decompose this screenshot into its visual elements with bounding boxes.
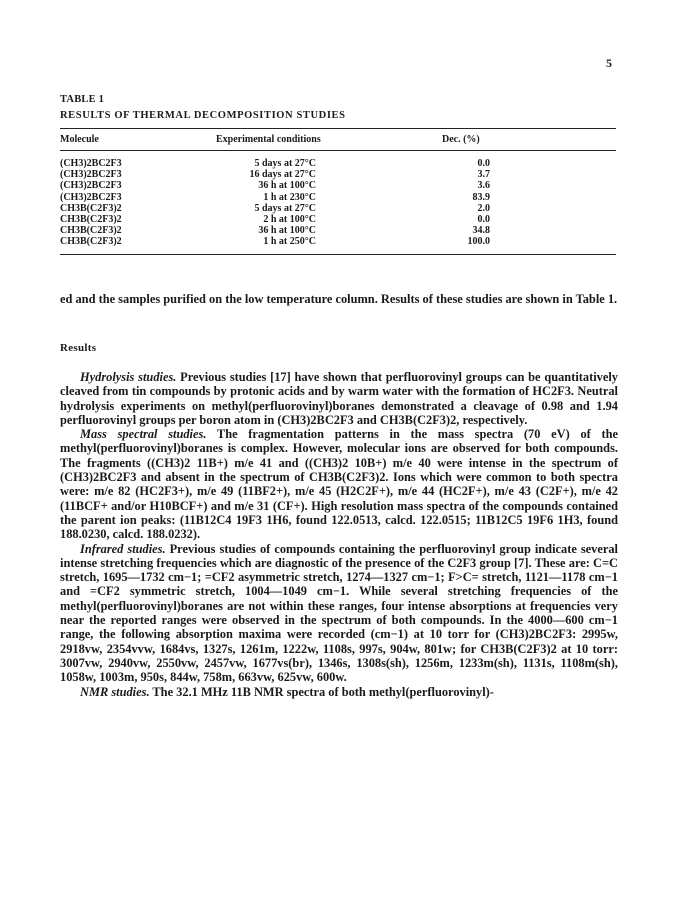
table-cell-conditions: 36 h at 100°C: [258, 180, 316, 192]
paragraph-text: Previous studies of compounds containing the perfluorovinyl group indicate several intense stretching frequencies which are diagnostic of the presence of the C2F3 group [7]. These are: C=C stretch, 1695—1732 cm−1; =CF2 asymmetric stretch, 1274—1327 cm−1; F>C= stretch, 1121—1178 cm−1 and =CF2 symmetric stretch, 1004—1049 cm−1. While several stretching frequencies of the methyl(perfluorovinyl)boranes are not within these ranges, four intense absorptions at frequencies very near the reported ranges were observed in the spectrum of both compounds. In the 4000—600 cm−1 range, the following absorption maxima were recorded (cm−1) at 10 torr for (CH3)2BC2F3: 2995w, 2918vw, 2354vvw, 1684vs, 1327s, 1261m, 1222w, 1108s, 997s, 904w, 801w; for CH3B(C2F3)2 at 10 torr: 3007vw, 2940vw, 2550vw, 2457vw, 1677vs(br), 1346s, 1308s(sh), 1256m, 1233m(sh), 1131s, 1108m(sh), 1058w, 1003m, 950s, 844w, 758m, 663vw, 625vw, 600w.: [60, 541, 618, 685]
table-row: [60, 192, 616, 203]
paragraph-nmr: [60, 685, 618, 699]
table-cell-dec: 34.8: [472, 225, 490, 237]
table-cell-molecule: CH3B(C2F3)2: [60, 213, 122, 225]
table-row: [60, 169, 616, 180]
page-number: 5: [606, 56, 612, 70]
paragraph-text: The fragmentation patterns in the mass spectra (70 eV) of the methyl(perfluorovinyl)boranes is complex. However, molecular ions are observed for both compounds. The fragments ((CH3)2 11B+) m/e 41 and ((CH3)2 10B+) m/e 40 were intense in the spectrum of (CH3)2BC2F3 and absent in the spectrum of CH3B(C2F3)2. Ions which were common to both spectra were: m/e 82 (HC2F3+), m/e 49 (11BF2+), m/e 45 (H2C2F+), m/e 44 (HC2F+), m/e 43 (C2F+), m/e 42 (11BCF+ and/or H10BCF+) and m/e 31 (CF+). High resolution mass spectra of the compounds contained the parent ion peaks: (11B12C4 19F3 1H6, found 122.0513, calcd. 122.0515; 11B12C5 19F6 1H3, found 188.0230, calcd. 188.0232).: [60, 427, 618, 542]
table-cell-dec: 3.6: [477, 180, 490, 192]
table-bottom-rule: [60, 254, 616, 255]
table-cell-conditions: 1 h at 230°C: [263, 191, 316, 203]
intro-text: ed and the samples purified on the low temperature column. Results of these studies are shown in Table 1.: [60, 292, 618, 306]
paragraph-heading: Mass spectral studies.: [80, 427, 207, 442]
table-cell-molecule: CH3B(C2F3)2: [60, 202, 122, 214]
table-body: [60, 158, 616, 248]
table-cell-molecule: (CH3)2BC2F3: [60, 169, 122, 181]
table-cell-conditions: 16 days at 27°C: [249, 169, 316, 181]
paragraph-text: Previous studies [17] have shown that perfluorovinyl groups can be quantitatively cleaved from tin compounds by protonic acids and by warm water with the formation of HC2F3. Neutral hydrolysis experiments on methyl(perfluorovinyl)boranes demonstrated a cleavage of 0.98 and 1.94 perfluorovinyl groups per boron atom in (CH3)2BC2F3 and CH3B(C2F3)2, respectively.: [60, 370, 618, 427]
table-caption: RESULTS OF THERMAL DECOMPOSITION STUDIES: [60, 110, 346, 121]
table-cell-conditions: 5 days at 27°C: [254, 158, 316, 169]
table-cell-molecule: (CH3)2BC2F3: [60, 191, 122, 203]
table-cell-conditions: 5 days at 27°C: [254, 202, 316, 214]
table-cell-dec: 83.9: [472, 191, 490, 203]
table-row: [60, 158, 616, 169]
table-cell-conditions: 2 h at 100°C: [263, 213, 316, 225]
table-cell-dec: 0.0: [477, 158, 490, 169]
table-cell-conditions: 1 h at 250°C: [263, 236, 316, 248]
table-row: [60, 214, 616, 225]
paragraph-hydrolysis: [60, 370, 618, 427]
table-header-molecule: Molecule: [60, 134, 99, 145]
paragraph-infrared: [60, 542, 618, 685]
table-cell-dec: 100.0: [467, 236, 490, 248]
table-cell-molecule: CH3B(C2F3)2: [60, 225, 122, 237]
table-cell-dec: 3.7: [477, 169, 490, 181]
paragraph-heading: Infrared studies.: [80, 541, 166, 556]
table-cell-molecule: CH3B(C2F3)2: [60, 236, 122, 248]
table-header-conditions: Experimental conditions: [216, 134, 321, 145]
intro-paragraph: [60, 292, 618, 306]
table-row: [60, 180, 616, 191]
table-row: [60, 203, 616, 214]
table-title: TABLE 1: [60, 94, 105, 105]
table-row: [60, 236, 616, 247]
section-heading: Results: [60, 342, 97, 354]
table-cell-conditions: 36 h at 100°C: [258, 225, 316, 237]
table-header-dec: Dec. (%): [442, 134, 480, 145]
paragraph-heading: NMR studies.: [80, 684, 150, 699]
paragraph-text: The 32.1 MHz 11B NMR spectra of both methyl(perfluorovinyl)-: [149, 684, 494, 699]
table-cell-dec: 2.0: [477, 202, 490, 214]
table-cell-dec: 0.0: [477, 213, 490, 225]
paragraph-heading: Hydrolysis studies.: [80, 370, 177, 384]
paragraph-mass-spectral: [60, 427, 618, 541]
table-header-rule: [60, 150, 616, 151]
results-body: [60, 370, 618, 699]
table-row: [60, 225, 616, 236]
table-top-rule: [60, 128, 616, 129]
table-cell-molecule: (CH3)2BC2F3: [60, 158, 122, 169]
table-cell-molecule: (CH3)2BC2F3: [60, 180, 122, 192]
